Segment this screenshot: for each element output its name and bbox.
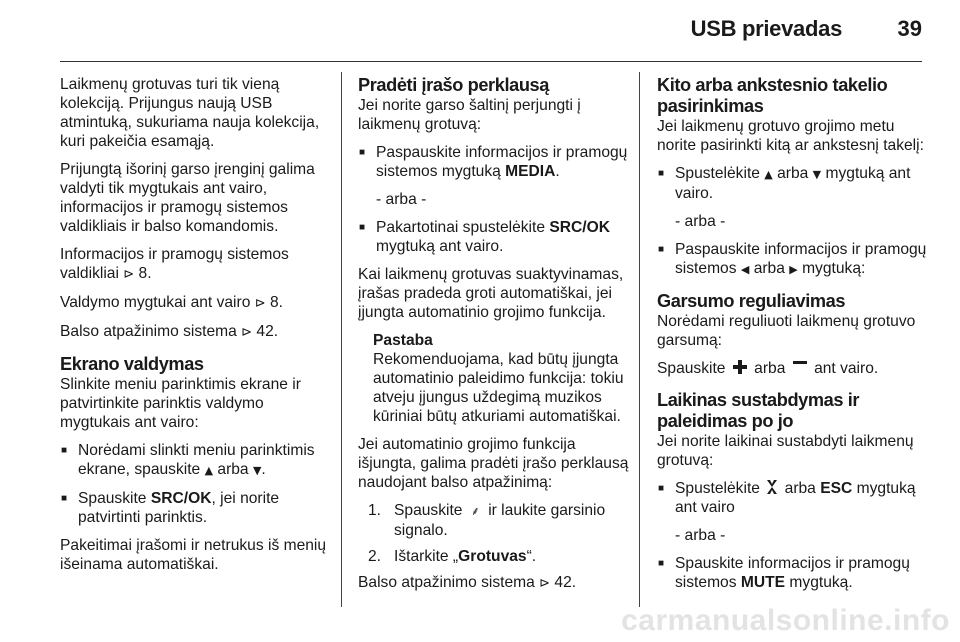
arrow-down-icon: ▼ [252,464,262,477]
paragraph: Jei norite laikinai sustabdyti laikmenų grotuvą: [657,433,914,469]
paragraph: Pakeitimai įrašomi ir netrukus iš menių išeinama automatiškai. [60,537,327,573]
key-label: Grotuvas [458,548,527,565]
key-label: SRC/OK [549,219,611,236]
paragraph: Kai laikmenų grotuvas suaktyvinamas, įrašas pradeda groti automatiškai, jei įjungta automatinio grojimo funkcija. [358,266,624,321]
note-title: Pastaba [373,332,433,349]
column-middle [358,75,630,602]
column-left [60,75,330,583]
paragraph: Spauskite arba ant vairo. [657,360,879,377]
note-box [358,331,630,426]
list-item: ■ Spauskite informacijos ir pramogų sistemos MUTE mygtuką. [657,554,927,592]
paragraph: Jei automatinio grojimo funkcija išjungta, galima pradėti įrašo perklausą naudojant balso atpažinimą: [358,436,629,491]
column-right [657,75,927,601]
page-ref-icon: ⊳ [539,576,551,591]
mute-icon [766,479,778,495]
paragraph: Jei laikmenų grotuvo grojimo metu norite pasirinkti kitą ar ankstesnį takelį: [657,118,924,154]
voice-command-icon: ⸙ [470,504,480,518]
minus-icon [793,360,807,374]
page-header [0,0,960,62]
column-divider [639,72,640,607]
key-label: SRC/OK [150,490,212,507]
arrow-down-icon: ▼ [812,168,822,181]
page-ref-icon: ⊳ [123,267,135,282]
page-ref-icon: ⊳ [254,296,266,311]
list-item: ■ Paspauskite informacijos ir pramogų sistemos mygtuką MEDIA. [358,143,630,181]
key-label: MEDIA [505,163,556,180]
subheading: Pradėti įrašo perklausą [358,75,549,95]
paragraph: Balso atpažinimo sistema ⊳ 42. [60,323,279,340]
key-label: ESC [820,480,853,497]
list-item: ■ Spauskite SRC/OK, jei norite patvirtinti parinktis. [60,489,330,527]
watermark: carmanualsonline.info [621,604,950,637]
list-item: ■ Spustelėkite arba ESC mygtuką ant vairo [657,479,927,517]
arrow-up-icon: ▲ [764,168,773,181]
numbered-item: 2. Ištarkite „Grotuvas“. [368,548,537,565]
page-ref[interactable]: 42. [554,574,577,591]
arrow-right-icon: ▶ [789,263,798,276]
page-number: 39 [897,16,922,41]
or-separator: - arba - [675,527,726,544]
paragraph: Norėdami reguliuoti laikmenų grotuvo garsumą: [657,313,916,349]
numbered-item: 1. Spauskite ⸙ ir laukite garsinio signalo. [368,502,606,539]
subheading: Laikinas sustabdymas ir paleidimas po jo [657,390,860,431]
list-item: ■ Spustelėkite ▲ arba ▼ mygtuką ant vairo. [657,164,927,203]
subheading: Ekrano valdymas [60,354,204,374]
paragraph: Jei norite garso šaltinį perjungti į laikmenų grotuvą: [358,97,581,133]
page-ref-icon: ⊳ [241,325,253,340]
subheading: Kito arba ankstesnio takelio pasirinkimas [657,75,888,116]
page-ref[interactable]: 8. [138,265,152,282]
note-text: Rekomenduojama, kad būtų įjungta automatinio paleidimo funkcija: tokiu atveju įjungus uždegimą muzikos kūriniai būtų atkuriami automatiškai. [373,351,624,425]
list-item: ■ Paspauskite informacijos ir pramogų sistemos ◀ arba ▶ mygtuką: [657,240,927,279]
paragraph: Balso atpažinimo sistema ⊳ 42. [358,574,577,591]
list-item: ■ Pakartotinai spustelėkite SRC/OK mygtuką ant vairo. [358,218,630,256]
paragraph: Informacijos ir pramogų sistemos valdikliai ⊳ 8. [60,246,289,282]
paragraph: Prijungtą išorinį garso įrenginį galima valdyti tik mygtukais ant vairo, informacijos ir pramogų sistemos valdikliais ir balso komandomis. [60,161,315,235]
key-label: MUTE [740,574,786,591]
arrow-up-icon: ▲ [204,464,214,477]
page-ref[interactable]: 42. [256,323,279,340]
page-ref[interactable]: 8. [269,294,283,311]
subheading: Garsumo reguliavimas [657,291,846,311]
column-divider [341,72,342,607]
paragraph: Slinkite meniu parinktimis ekrane ir patvirtinkite parinktis valdymo mygtukais ant vairo: [60,376,301,431]
header-divider [60,61,922,62]
paragraph: Valdymo mygtukai ant vairo ⊳ 8. [60,294,283,311]
or-separator: - arba - [675,213,726,230]
arrow-left-icon: ◀ [740,263,750,276]
list-item: ■ Norėdami slinkti meniu parinktimis ekrane, spauskite ▲ arba ▼. [60,441,330,480]
paragraph: Laikmenų grotuvas turi tik vieną kolekciją. Prijungus naują USB atmintuką, sukuriama nauja kolekcija, kuri pakeičia esamąją. [60,76,320,150]
plus-icon [733,360,747,374]
or-separator: - arba - [376,191,427,208]
section-title: USB prievadas [690,16,842,41]
